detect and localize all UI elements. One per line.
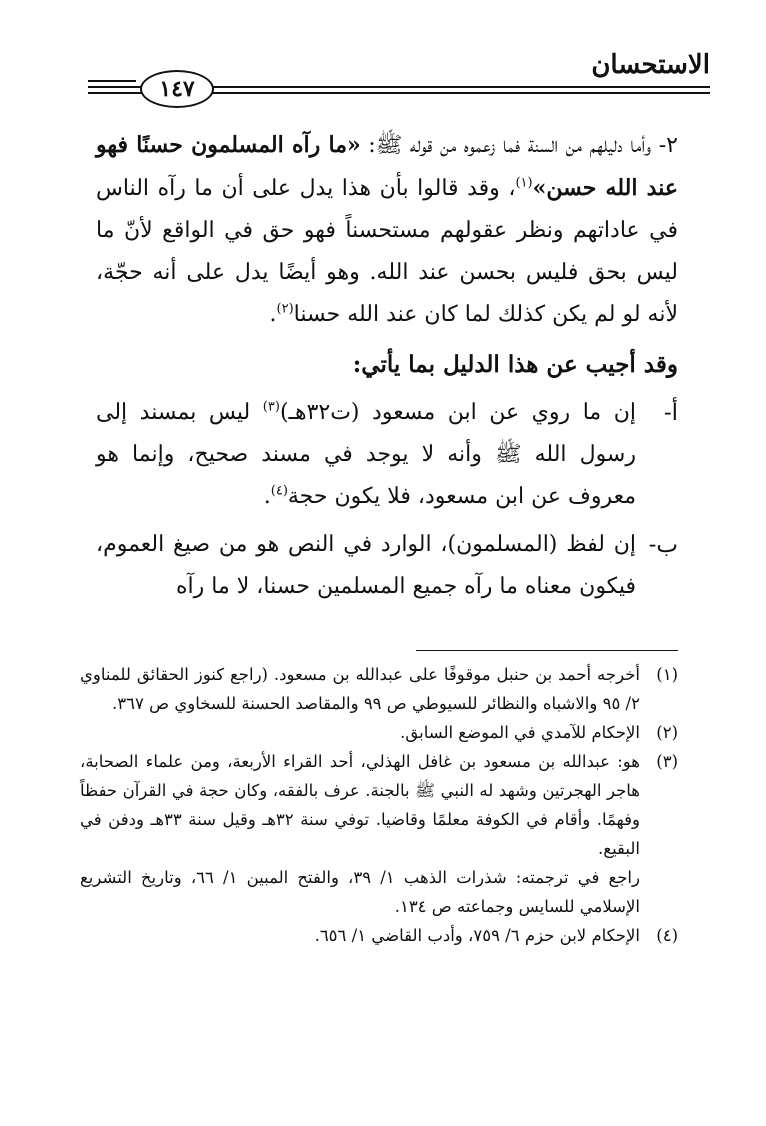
footnote-4 bbox=[80, 921, 678, 950]
list-item-a bbox=[96, 392, 678, 518]
paragraph-text: ، وقد قالوا بأن هذا يدل على أن ما رآه الناس في عاداتهم ونظر عقولهم مستحسناً فهو حق في الواقع لأنّ ما ليس بحق فليس بحسن عند الله. وهو أيضًا يدل على أنه حجّة، لأنه لو لم يكن كذلك لما كان عند الله حسنا bbox=[96, 176, 678, 327]
list-item-text: إن لفظ (المسلمون)، الوارد في النص هو من صيغ العموم، فيكون معناه ما رآه جميع المسلمين حسنا، لا ما رآه bbox=[96, 532, 636, 599]
running-title: الاستحسان bbox=[591, 50, 710, 80]
footnote-number: (١) bbox=[656, 665, 678, 684]
footnote-3 bbox=[80, 747, 678, 921]
page-header bbox=[88, 48, 710, 108]
footnote-text: الإحكام لابن حزم ٦/ ٧٥٩، وأدب القاضي ١/ ٦٥٦. bbox=[314, 926, 640, 945]
footnote-reference-line: راجع في ترجمته: شذرات الذهب ١/ ٣٩، والفتح المبين ١/ ٦٦، وتاريخ التشريع الإسلامي للسايس وجماعته ص ١٣٤. bbox=[80, 868, 640, 916]
footnote-ref[interactable]: (٢) bbox=[276, 301, 294, 317]
footnote-text: الإحكام للآمدي في الموضع السابق. bbox=[400, 723, 640, 742]
footnote-separator bbox=[416, 650, 678, 651]
footnote-number: (٣) bbox=[656, 752, 678, 771]
paragraph-text: ٢- وأما دليلهم من السنة فما زعموه من قوله ﷺ: bbox=[360, 133, 678, 158]
footnote-text-line: هو: عبدالله بن مسعود بن غافل الهذلي، أحد القراء الأربعة، ومن علماء الصحابة، هاجر الهجرتين وشهد له النبي ﷺ بالجنة. عرف بالفقه، وكان حجة في القرآن حفظاً وفهمًا. وأقام في الكوفة معلمًا وقاضيا. توفي سنة ٣٢هـ وقيل سنة ٣٣هـ ودفن في البقيع. bbox=[80, 752, 640, 858]
footnote-text: أخرجه أحمد بن حنبل موقوفًا على عبدالله بن مسعود. (راجع كنوز الحقائق للمناوي ٢/ ٩٥ والاشباه والنظائر للسيوطي ص ٩٩ والمقاصد الحسنة للسخاوي ص ٣٦٧. bbox=[80, 665, 640, 713]
footnote-ref[interactable]: (٣) bbox=[262, 399, 280, 415]
paragraph-text: . bbox=[269, 302, 277, 327]
footnote-number: (٢) bbox=[656, 723, 678, 742]
footnote-ref[interactable]: (٤) bbox=[270, 483, 288, 499]
section-subheading: وقد أجيب عن هذا الدليل بما يأتي: bbox=[352, 351, 678, 378]
list-item-text bbox=[96, 392, 636, 518]
footnote-number: (٤) bbox=[656, 926, 678, 945]
list-marker: ب- bbox=[648, 532, 678, 558]
footnote-1 bbox=[80, 660, 678, 718]
page-number: ١٤٧ bbox=[140, 70, 214, 108]
page-number-ornament bbox=[88, 80, 136, 96]
footnote-ref[interactable]: (١) bbox=[515, 175, 533, 191]
footnote-text bbox=[80, 747, 640, 921]
list-item-b bbox=[96, 524, 678, 608]
main-text bbox=[96, 118, 678, 608]
paragraph-sunnah-evidence bbox=[96, 124, 678, 336]
list-marker: أ- bbox=[663, 400, 678, 426]
hadith-quote: «ما رآه المسلمون حسنًا فهو عند الله حسن» bbox=[96, 132, 678, 201]
item-text-part: . bbox=[263, 484, 271, 509]
footnote-2 bbox=[80, 718, 678, 747]
item-text-part: إن ما روي عن ابن مسعود (ت٣٢هـ) bbox=[279, 400, 636, 425]
footnotes bbox=[80, 660, 678, 950]
item-text-part: ليس بمسند إلى رسول الله ﷺ وأنه لا يوجد في مسند صحيح، وإنما هو معروف عن ابن مسعود، فلا يكون حجة bbox=[96, 400, 636, 509]
